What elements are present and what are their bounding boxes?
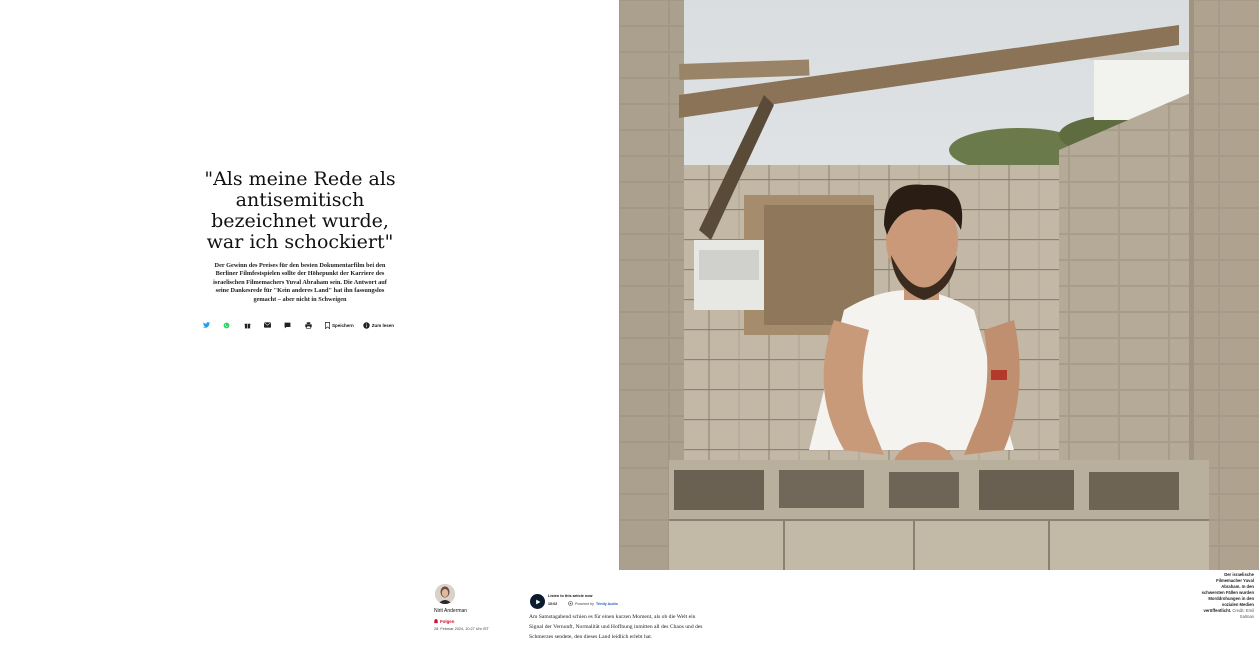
twitter-icon[interactable] <box>203 321 210 329</box>
photo-caption-text: Der israelische Filmemacher Yuval Abraham. In den schwersten Fällen wurden Morddrohungen in den sozialen Medien veröffentlicht. <box>1201 572 1254 613</box>
play-button[interactable] <box>530 594 545 609</box>
hero-photo-illustration <box>619 0 1259 570</box>
listen-button[interactable] <box>363 322 394 329</box>
hero-text-panel <box>0 0 619 570</box>
comment-icon[interactable] <box>284 321 291 329</box>
article-body-paragraph: Am Samstagabend schien es für einen kurzen Moment, als ob die Welt ein Signal der Vernunft, Normalität und Hoffnung inmitten all des Chaos und des Schmerzes sendete, den dieses Land leidlich erlebt hat. <box>529 614 703 641</box>
article-headline: "Als meine Rede als antisemitisch bezeichnet wurde, war ich schockiert" <box>204 168 396 253</box>
listen-label: Zum lesen <box>371 322 394 328</box>
info-icon <box>363 322 370 329</box>
photo-caption <box>1198 572 1254 620</box>
whatsapp-icon[interactable] <box>223 321 230 329</box>
author-block <box>434 584 514 631</box>
audio-duration: 10:02 <box>548 602 558 606</box>
save-button[interactable] <box>325 322 354 329</box>
hero-photo <box>619 0 1259 570</box>
bookmark-icon <box>325 322 330 329</box>
play-icon <box>535 599 541 605</box>
follow-label: Folgen <box>440 619 455 624</box>
audio-powered-by <box>568 601 618 606</box>
email-icon[interactable] <box>264 321 271 329</box>
follow-button[interactable] <box>434 619 514 624</box>
author-name[interactable]: Nirit Anderman <box>434 608 468 614</box>
article-subtitle: Der Gewinn des Preises für den besten Dokumentarfilm bei den Berliner Filmfestspielen sollte der Höhepunkt der Karriere des israelischen Filmemachers Yuval Abraham sein. Die Antwort auf seine Dankesrede für "Kein anderes Land" hat ihn fassungslos gemacht – aber nicht in Schweigen <box>213 262 387 303</box>
print-icon[interactable] <box>305 321 312 329</box>
audio-provider-link[interactable]: Trinity Audio <box>595 601 618 606</box>
powered-label: Powered by <box>575 601 594 606</box>
gift-icon[interactable] <box>244 321 251 329</box>
trinity-audio-icon <box>568 601 573 606</box>
save-label: Speichern <box>331 322 354 328</box>
author-avatar[interactable] <box>435 584 455 604</box>
audio-listen-label: Listen to this article now <box>548 594 593 598</box>
bell-icon <box>434 619 438 624</box>
audio-player <box>530 592 710 610</box>
share-bar <box>203 319 403 331</box>
publish-date: 28. Februar 2024, 10:27 Uhr IST <box>434 627 489 631</box>
photo-credit: Credit: Emil Salman <box>1232 608 1254 619</box>
